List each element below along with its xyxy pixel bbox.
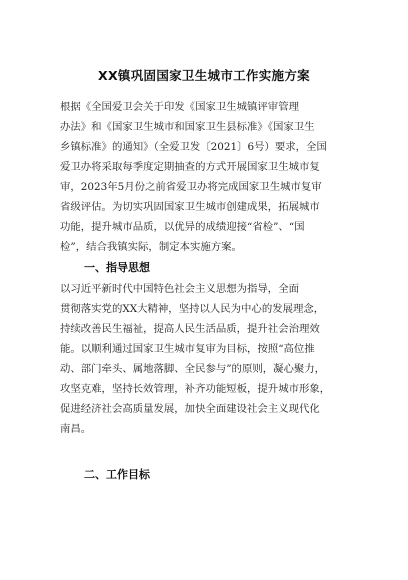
document-title: XX镇巩固国家卫生城市工作实施方案 bbox=[98, 68, 310, 83]
paragraph-2-line: 动、部门牵头、属地落脚、全民参与”的原则，凝心聚力， bbox=[60, 363, 326, 375]
paragraph-2-line: 贯彻落实党的XX大精神，坚持以人民为中心的发展理念， bbox=[60, 303, 325, 315]
section-heading-guiding-ideology: 一、指导思想 bbox=[84, 261, 150, 274]
paragraph-1-line: 根据《全国爱卫会关于印发《国家卫生城镇评审管理 bbox=[60, 101, 299, 113]
paragraph-1-line: 办法》和《国家卫生城市和国家卫生县标准》《国家卫生 bbox=[60, 121, 315, 133]
paragraph-2-line: 南昌。 bbox=[60, 423, 92, 435]
paragraph-2-line: 能。以顺利通过国家卫生城市复审为目标，按照“高位推 bbox=[60, 343, 315, 355]
paragraph-1-line: 乡镇标准》的通知》（全爱卫发〔2021〕6号）要求，全国 bbox=[60, 141, 327, 153]
paragraph-2-line: 以习近平新时代中国特色社会主义思想为指导，全面 bbox=[60, 283, 299, 295]
paragraph-1-line: 省级评估。为切实巩固国家卫生城市创建成果，拓展城市 bbox=[60, 201, 320, 213]
paragraph-2-line: 攻坚克难，坚持长效管理，补齐功能短板，提升城市形象， bbox=[60, 383, 331, 395]
paragraph-2-line: 持续改善民生福祉，提高人民生活品质，提升社会治理效 bbox=[60, 323, 320, 335]
paragraph-2-line: 促进经济社会高质量发展，加快全面建设社会主义现代化 bbox=[60, 403, 320, 415]
paragraph-1-line: 爱卫办将采取每季度定期抽查的方式开展国家卫生城市复 bbox=[60, 161, 320, 173]
paragraph-1-line: 审，2023年5月份之前省爱卫办将完成国家卫生城市复审 bbox=[60, 181, 322, 193]
paragraph-1-line: 检”，结合我镇实际，制定本实施方案。 bbox=[60, 241, 242, 253]
paragraph-1-line: 功能，提升城市品质，以优异的成绩迎接“省检”、“国 bbox=[60, 221, 305, 233]
section-heading-work-goals: 二、工作目标 bbox=[84, 468, 150, 481]
